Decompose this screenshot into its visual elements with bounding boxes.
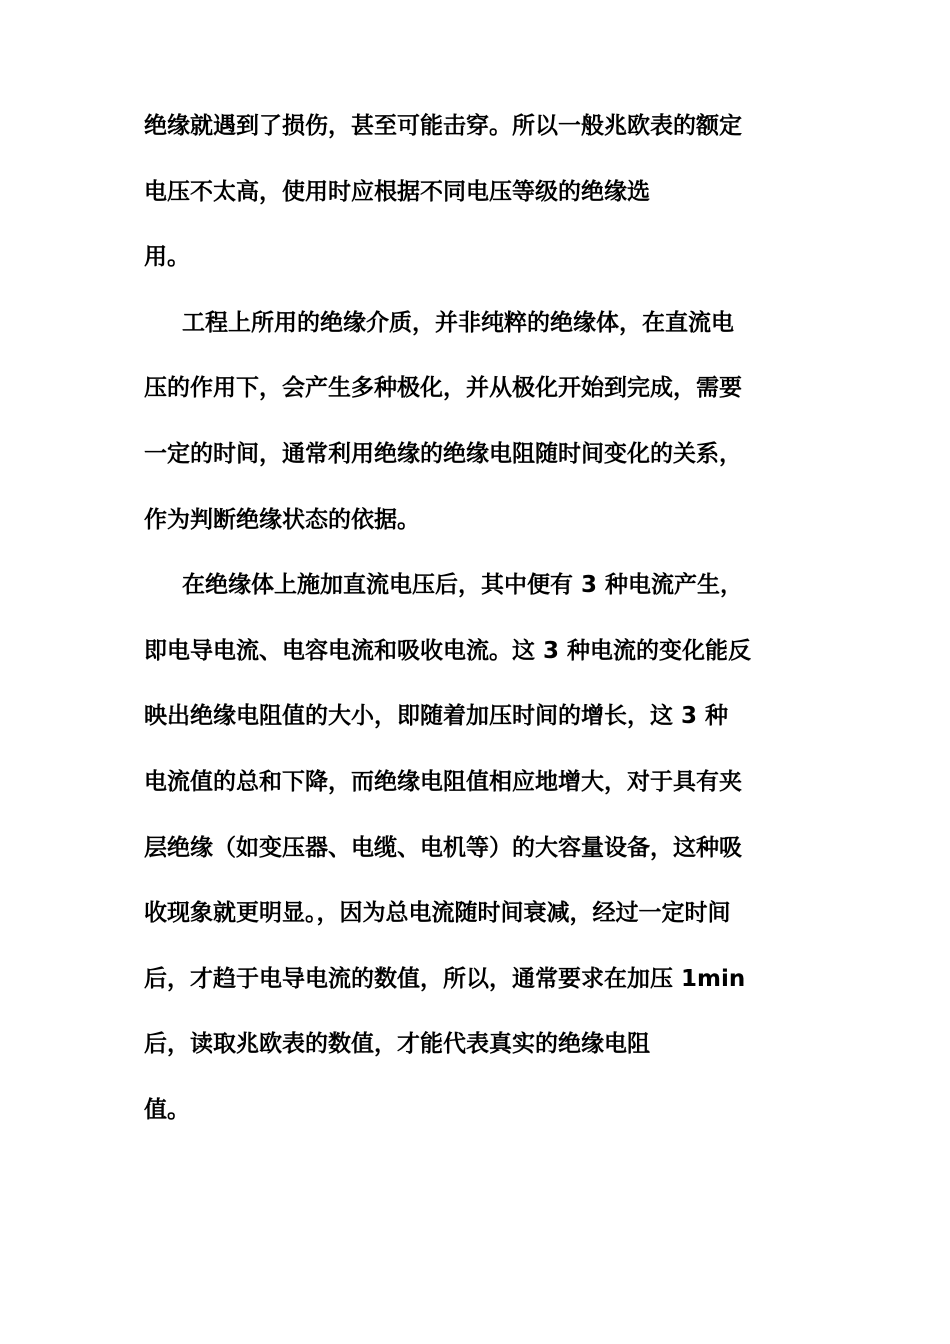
text-line-9: 即电导电流、电容电流和吸收电流。这 3 种电流的变化能反 [144, 637, 752, 664]
text-line-3: 用。 [144, 244, 190, 271]
text-line-4: 工程上所用的绝缘介质，并非纯粹的绝缘体，在直流电 [182, 309, 734, 336]
text-line-13: 收现象就更明显。，因为总电流随时间衰减，经过一定时间 [144, 900, 731, 927]
text-line-5: 压的作用下，会产生多种极化，并从极化开始到完成，需要 [144, 375, 742, 402]
body-text [144, 94, 814, 1144]
text-line-8: 在绝缘体上施加直流电压后，其中便有 3 种电流产生， [182, 572, 744, 599]
text-line-15: 后，读取兆欧表的数值，才能代表真实的绝缘电阻 [144, 1031, 650, 1058]
text-line-12: 层绝缘（如变压器、电缆、电机等）的大容量设备，这种吸 [144, 834, 742, 861]
text-line-2: 电压不太高，使用时应根据不同电压等级的绝缘选 [144, 178, 650, 205]
text-line-11: 电流值的总和下降，而绝缘电阻值相应地增大，对于具有夹 [144, 768, 742, 795]
text-line-14: 后，才趋于电导电流的数值，所以，通常要求在加压 1min [144, 965, 746, 992]
text-line-10: 映出绝缘电阻值的大小，即随着加压时间的增长，这 3 种 [144, 703, 729, 730]
text-line-16: 值。 [144, 1096, 190, 1123]
text-line-1: 绝缘就遇到了损伤，甚至可能击穿。所以一般兆欧表的额定 [144, 113, 742, 139]
text-line-6: 一定的时间，通常利用绝缘的绝缘电阻随时间变化的关系， [144, 440, 742, 467]
text-line-7: 作为判断绝缘状态的依据。 [144, 506, 420, 533]
